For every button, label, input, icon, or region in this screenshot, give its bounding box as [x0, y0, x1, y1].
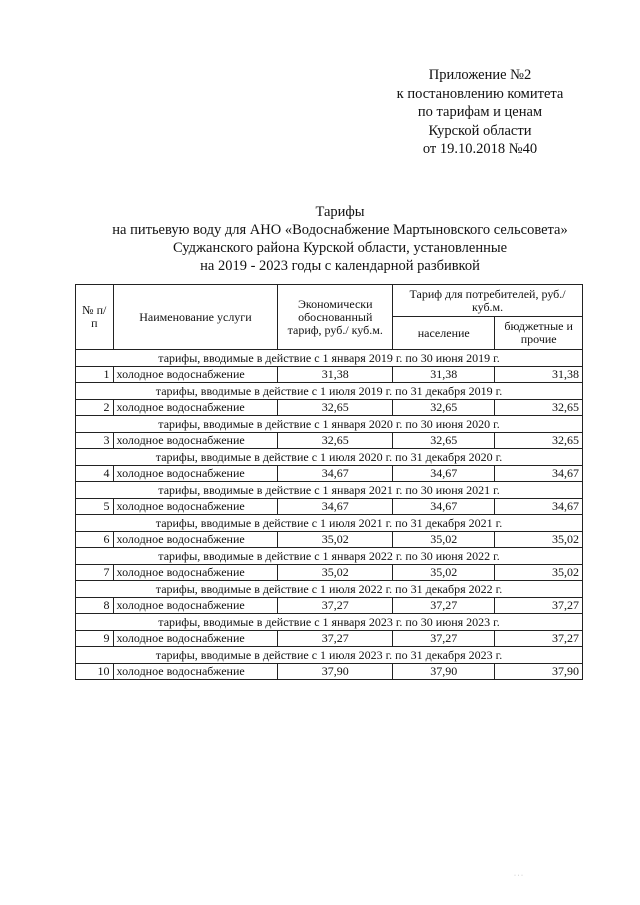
row-number: 6 [76, 532, 114, 548]
service-name: холодное водоснабжение [113, 433, 278, 449]
title-line: на питьевую воду для АНО «Водоснабжение Мартыновского сельсовета» [112, 222, 568, 238]
economic-tariff-value: 32,65 [278, 433, 393, 449]
document-title [60, 203, 620, 275]
service-name: холодное водоснабжение [113, 664, 278, 680]
economic-tariff-value: 37,27 [278, 598, 393, 614]
service-name: холодное водоснабжение [113, 631, 278, 647]
budget-tariff-value: 37,27 [495, 631, 583, 647]
period-row [76, 416, 583, 433]
population-tariff-value: 37,90 [393, 664, 495, 680]
population-tariff-value: 37,27 [393, 631, 495, 647]
service-name: холодное водоснабжение [113, 400, 278, 416]
title-line: Тарифы [315, 204, 365, 220]
economic-tariff-value: 35,02 [278, 532, 393, 548]
period-row [76, 614, 583, 631]
header-economic-tariff: Экономически обоснованный тариф, руб./ куб.м. [278, 285, 393, 350]
period-row [76, 548, 583, 565]
period-label: тарифы, вводимые в действие с 1 января 2020 г. по 30 июня 2020 г. [76, 416, 583, 433]
budget-tariff-value: 37,90 [495, 664, 583, 680]
service-name: холодное водоснабжение [113, 499, 278, 515]
table-row [76, 433, 583, 449]
tariff-table [75, 284, 583, 680]
period-label: тарифы, вводимые в действие с 1 января 2022 г. по 30 июня 2022 г. [76, 548, 583, 565]
population-tariff-value: 34,67 [393, 466, 495, 482]
header-population: население [393, 317, 495, 350]
economic-tariff-value: 31,38 [278, 367, 393, 383]
title-line: на 2019 - 2023 годы с календарной разбивкой [200, 258, 480, 274]
title-line: Суджанского района Курской области, установленные [172, 240, 508, 256]
row-number: 2 [76, 400, 114, 416]
period-label: тарифы, вводимые в действие с 1 июля 2021 г. по 31 декабря 2021 г. [76, 515, 583, 532]
population-tariff-value: 35,02 [393, 532, 495, 548]
period-row [76, 515, 583, 532]
header-consumer-tariff: Тариф для потребителей, руб./куб.м. [393, 285, 583, 317]
population-tariff-value: 32,65 [393, 433, 495, 449]
header-number: № п/п [76, 285, 114, 350]
period-label: тарифы, вводимые в действие с 1 июля 2020 г. по 31 декабря 2020 г. [76, 449, 583, 466]
table-row [76, 532, 583, 548]
scan-artifact: · · · [514, 873, 523, 879]
period-label: тарифы, вводимые в действие с 1 января 2023 г. по 30 июня 2023 г. [76, 614, 583, 631]
table-row [76, 664, 583, 680]
table-row [76, 631, 583, 647]
header-service-name: Наименование услуги [113, 285, 278, 350]
row-number: 4 [76, 466, 114, 482]
period-label: тарифы, вводимые в действие с 1 июля 2023 г. по 31 декабря 2023 г. [76, 647, 583, 664]
budget-tariff-value: 37,27 [495, 598, 583, 614]
economic-tariff-value: 37,90 [278, 664, 393, 680]
period-row [76, 482, 583, 499]
period-row [76, 383, 583, 400]
row-number: 3 [76, 433, 114, 449]
row-number: 5 [76, 499, 114, 515]
period-row [76, 581, 583, 598]
budget-tariff-value: 32,65 [495, 400, 583, 416]
appendix-line: Приложение №2 [428, 67, 532, 83]
budget-tariff-value: 34,67 [495, 466, 583, 482]
period-label: тарифы, вводимые в действие с 1 июля 2019 г. по 31 декабря 2019 г. [76, 383, 583, 400]
service-name: холодное водоснабжение [113, 367, 278, 383]
tariff-table-body [76, 350, 583, 680]
row-number: 8 [76, 598, 114, 614]
table-row [76, 400, 583, 416]
budget-tariff-value: 35,02 [495, 532, 583, 548]
economic-tariff-value: 37,27 [278, 631, 393, 647]
period-label: тарифы, вводимые в действие с 1 января 2021 г. по 30 июня 2021 г. [76, 482, 583, 499]
appendix-line: по тарифам и ценам [417, 104, 543, 120]
row-number: 10 [76, 664, 114, 680]
economic-tariff-value: 32,65 [278, 400, 393, 416]
service-name: холодное водоснабжение [113, 598, 278, 614]
row-number: 7 [76, 565, 114, 581]
period-row [76, 647, 583, 664]
table-row [76, 466, 583, 482]
population-tariff-value: 37,27 [393, 598, 495, 614]
economic-tariff-value: 35,02 [278, 565, 393, 581]
population-tariff-value: 32,65 [393, 400, 495, 416]
appendix-line: Курской области [428, 122, 532, 139]
table-row [76, 598, 583, 614]
budget-tariff-value: 31,38 [495, 367, 583, 383]
row-number: 9 [76, 631, 114, 647]
population-tariff-value: 31,38 [393, 367, 495, 383]
economic-tariff-value: 34,67 [278, 466, 393, 482]
table-row [76, 565, 583, 581]
period-label: тарифы, вводимые в действие с 1 января 2019 г. по 30 июня 2019 г. [76, 350, 583, 367]
table-row [76, 367, 583, 383]
budget-tariff-value: 35,02 [495, 565, 583, 581]
economic-tariff-value: 34,67 [278, 499, 393, 515]
header-budget: бюджетные и прочие [495, 317, 583, 350]
population-tariff-value: 34,67 [393, 499, 495, 515]
budget-tariff-value: 34,67 [495, 499, 583, 515]
table-row [76, 499, 583, 515]
appendix-line: к постановлению комитета [396, 85, 564, 102]
population-tariff-value: 35,02 [393, 565, 495, 581]
appendix-line: от 19.10.2018 №40 [422, 141, 538, 157]
service-name: холодное водоснабжение [113, 565, 278, 581]
service-name: холодное водоснабжение [113, 532, 278, 548]
period-row [76, 449, 583, 466]
row-number: 1 [76, 367, 114, 383]
appendix-header [370, 66, 590, 159]
budget-tariff-value: 32,65 [495, 433, 583, 449]
period-label: тарифы, вводимые в действие с 1 июля 2022 г. по 31 декабря 2022 г. [76, 581, 583, 598]
service-name: холодное водоснабжение [113, 466, 278, 482]
period-row [76, 350, 583, 367]
